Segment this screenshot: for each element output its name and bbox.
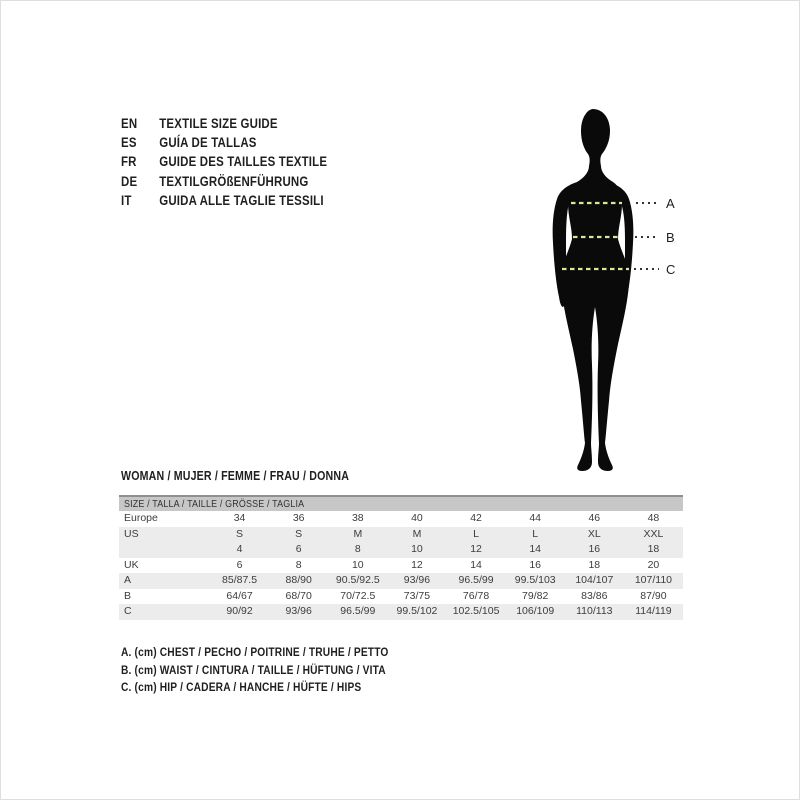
size-cell: 73/75 bbox=[403, 589, 431, 602]
size-cell: 38 bbox=[351, 512, 364, 524]
size-cell: 14 bbox=[470, 558, 482, 571]
size-cell: 90.5/92.5 bbox=[335, 574, 380, 586]
size-cell: 64/67 bbox=[226, 589, 253, 602]
section-title: WOMAN / MUJER / FEMME / FRAU / DONNA bbox=[121, 469, 350, 483]
size-cell: 16 bbox=[529, 558, 542, 571]
size-cell: 107/110 bbox=[634, 574, 673, 586]
measurement-legend bbox=[121, 644, 389, 697]
language-item bbox=[121, 191, 327, 210]
language-code: DE bbox=[121, 173, 138, 189]
table-row-europe bbox=[119, 511, 683, 527]
size-cell: 8 bbox=[295, 558, 302, 571]
size-cell: 96.5/99 bbox=[340, 605, 376, 617]
size-cell: 90/92 bbox=[226, 605, 253, 617]
size-cell: 10 bbox=[411, 543, 423, 555]
language-title: GUIDA ALLE TAGLIE TESSILI bbox=[159, 192, 324, 208]
size-table bbox=[119, 495, 683, 620]
size-cell: M bbox=[412, 527, 422, 540]
size-cell: 102.5/105 bbox=[452, 605, 500, 617]
marker-label-c: C bbox=[666, 262, 676, 277]
size-cell: 44 bbox=[529, 512, 542, 524]
size-cell: 6 bbox=[236, 558, 243, 571]
size-cell: 93/96 bbox=[285, 605, 312, 617]
language-title: TEXTILGRÖßENFÜHRUNG bbox=[159, 173, 309, 189]
size-cell: 96.5/99 bbox=[458, 574, 494, 586]
size-cell: 104/107 bbox=[575, 574, 614, 586]
language-code: EN bbox=[121, 116, 138, 131]
size-cell: 68/70 bbox=[285, 589, 312, 602]
language-item bbox=[121, 114, 327, 133]
size-cell: 79/82 bbox=[522, 589, 549, 602]
size-cell: 87/90 bbox=[640, 589, 667, 602]
size-cell: 6 bbox=[295, 543, 302, 555]
language-item bbox=[121, 152, 327, 171]
size-cell: 85/87.5 bbox=[222, 574, 258, 586]
size-cell: 14 bbox=[529, 543, 542, 555]
marker-label-a: A bbox=[666, 196, 675, 211]
legend-waist: B. (cm) WAIST / CINTURA / TAILLE / HÜFTUNG / VITA bbox=[121, 662, 386, 677]
table-row-uk bbox=[119, 558, 683, 574]
measurement-figure bbox=[521, 91, 701, 491]
size-cell: 18 bbox=[647, 543, 660, 555]
language-code: IT bbox=[121, 192, 132, 208]
language-title: GUIDE DES TAILLES TEXTILE bbox=[159, 154, 328, 170]
language-title: TEXTILE SIZE GUIDE bbox=[159, 116, 278, 131]
size-cell: L bbox=[532, 527, 539, 540]
table-row-chest bbox=[119, 573, 683, 589]
table-row-us-numeric bbox=[119, 542, 683, 558]
size-cell: S bbox=[236, 527, 244, 540]
size-cell: 36 bbox=[292, 512, 305, 524]
size-cell: 99.5/103 bbox=[514, 574, 556, 586]
table-row-hip bbox=[119, 604, 683, 620]
marker-label-b: B bbox=[666, 230, 675, 245]
row-label: C bbox=[124, 605, 132, 617]
language-item bbox=[121, 133, 327, 152]
size-cell: 76/78 bbox=[462, 589, 490, 602]
row-label: UK bbox=[124, 558, 139, 571]
size-cell: 88/90 bbox=[285, 574, 312, 586]
size-cell: L bbox=[473, 527, 479, 540]
row-label: Europe bbox=[124, 512, 158, 524]
size-cell: XXL bbox=[643, 527, 664, 540]
size-cell: 110/113 bbox=[576, 605, 613, 617]
woman-silhouette-svg bbox=[521, 91, 701, 491]
size-cell: 42 bbox=[470, 512, 482, 524]
legend-chest: A. (cm) CHEST / PECHO / POITRINE / TRUHE / PETTO bbox=[121, 645, 389, 659]
size-cell: 106/109 bbox=[516, 605, 555, 617]
size-cell: S bbox=[295, 527, 303, 540]
size-cell: M bbox=[353, 527, 363, 540]
woman-body-silhouette bbox=[561, 109, 629, 471]
size-cell: 20 bbox=[647, 558, 660, 571]
table-row-us bbox=[119, 527, 683, 543]
size-cell: XL bbox=[587, 527, 601, 540]
table-header-label: SIZE / TALLA / TAILLE / GRÖSSE / TAGLIA bbox=[124, 498, 305, 510]
language-title: GUÍA DE TALLAS bbox=[159, 135, 257, 151]
size-cell: 93/96 bbox=[403, 574, 431, 586]
size-cell: 8 bbox=[354, 543, 361, 555]
legend-hip: C. (cm) HIP / CADERA / HANCHE / HÜFTE / HIPS bbox=[121, 680, 362, 695]
size-cell: 48 bbox=[647, 512, 660, 524]
language-list bbox=[121, 114, 327, 210]
size-cell: 4 bbox=[236, 543, 243, 555]
size-cell: 40 bbox=[411, 512, 423, 524]
language-code: ES bbox=[121, 135, 137, 151]
row-label: B bbox=[124, 589, 132, 602]
size-cell: 34 bbox=[233, 512, 246, 524]
size-cell: 12 bbox=[411, 558, 423, 571]
size-cell: 70/72.5 bbox=[340, 589, 376, 602]
row-label: A bbox=[124, 574, 132, 586]
size-cell: 10 bbox=[351, 558, 364, 571]
row-label: US bbox=[124, 527, 139, 540]
language-item bbox=[121, 172, 327, 191]
table-header bbox=[119, 497, 683, 511]
size-cell: 12 bbox=[470, 543, 482, 555]
row-label bbox=[119, 542, 210, 558]
size-cell: 83/86 bbox=[581, 589, 608, 602]
size-cell: 46 bbox=[588, 512, 601, 524]
table-row-waist bbox=[119, 589, 683, 605]
language-code: FR bbox=[121, 154, 137, 170]
size-cell: 99.5/102 bbox=[396, 605, 438, 617]
size-cell: 18 bbox=[588, 558, 601, 571]
size-cell: 114/119 bbox=[635, 605, 672, 617]
size-cell: 16 bbox=[588, 543, 601, 555]
